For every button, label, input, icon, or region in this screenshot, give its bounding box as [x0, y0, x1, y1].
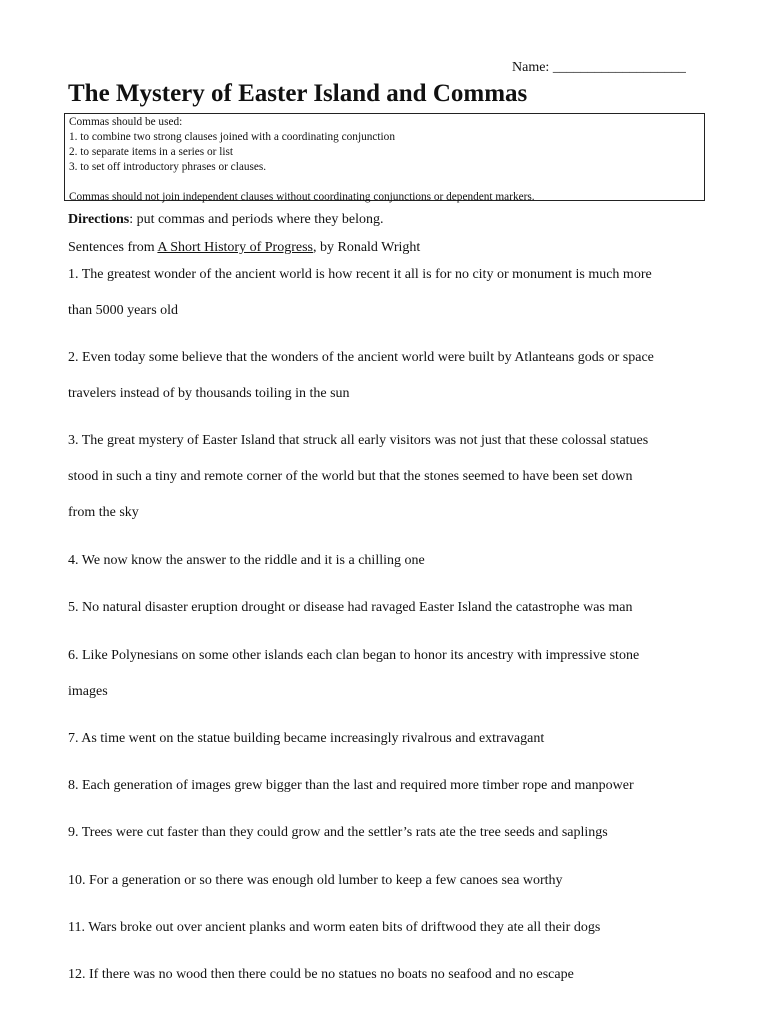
rule-item: 2. to separate items in a series or list: [69, 146, 234, 158]
source-citation: [68, 240, 420, 256]
sentence-10: 10. For a generation or so there was enough old lumber to keep a few canoes sea worthy: [68, 873, 563, 888]
rule-item: 3. to set off introductory phrases or clauses.: [69, 161, 267, 173]
source-suffix: , by Ronald Wright: [312, 240, 421, 255]
sentence-4: 4. We now know the answer to the riddle and it is a chilling one: [68, 553, 425, 568]
sentence-9: 9. Trees were cut faster than they could grow and the settler’s rats ate the tree seeds and saplings: [68, 825, 608, 840]
sentence-3-continuation: stood in such a tiny and remote corner of the world but that the stones seemed to have been set down: [68, 469, 633, 484]
sentence-1-continuation: than 5000 years old: [68, 303, 179, 318]
sentence-12: 12. If there was no wood then there could be no statues no boats no seafood and no escape: [68, 967, 574, 982]
sentence-2: 2. Even today some believe that the wonders of the ancient world were built by Atlanteans gods or space: [68, 350, 654, 365]
sentence-3-continuation: from the sky: [68, 505, 139, 520]
sentence-6-continuation: images: [68, 684, 108, 699]
comma-rules-box: [64, 113, 705, 201]
sentence-6: 6. Like Polynesians on some other islands each clan began to honor its ancestry with impressive stone: [68, 648, 640, 663]
sentence-11: 11. Wars broke out over ancient planks and worm eaten bits of driftwood they ate all their dogs: [68, 920, 601, 935]
directions: [68, 212, 383, 228]
sentence-2-continuation: travelers instead of by thousands toiling in the sun: [68, 386, 350, 401]
rule-item: 1. to combine two strong clauses joined with a coordinating conjunction: [69, 131, 395, 143]
sentence-3: 3. The great mystery of Easter Island that struck all early visitors was not just that these colossal statues: [68, 433, 649, 448]
sentence-7: 7. As time went on the statue building became increasingly rivalrous and extravagant: [68, 731, 545, 746]
directions-text: : put commas and periods where they belong.: [129, 212, 384, 227]
directions-label: Directions: [68, 212, 130, 227]
rules-note: Commas should not join independent clauses without coordinating conjunctions or dependent markers.: [69, 191, 535, 203]
source-book-title: A Short History of Progress: [157, 240, 313, 255]
page-title: The Mystery of Easter Island and Commas: [68, 80, 528, 107]
sentence-8: 8. Each generation of images grew bigger than the last and required more timber rope and manpower: [68, 778, 634, 793]
name-field-label: Name: ___________________: [512, 60, 686, 75]
source-prefix: Sentences from: [68, 240, 158, 255]
sentence-1: 1. The greatest wonder of the ancient world is how recent it all is for no city or monument is much more: [68, 267, 652, 282]
sentence-5: 5. No natural disaster eruption drought or disease had ravaged Easter Island the catastrophe was man: [68, 600, 633, 615]
rules-heading: Commas should be used:: [69, 116, 183, 128]
